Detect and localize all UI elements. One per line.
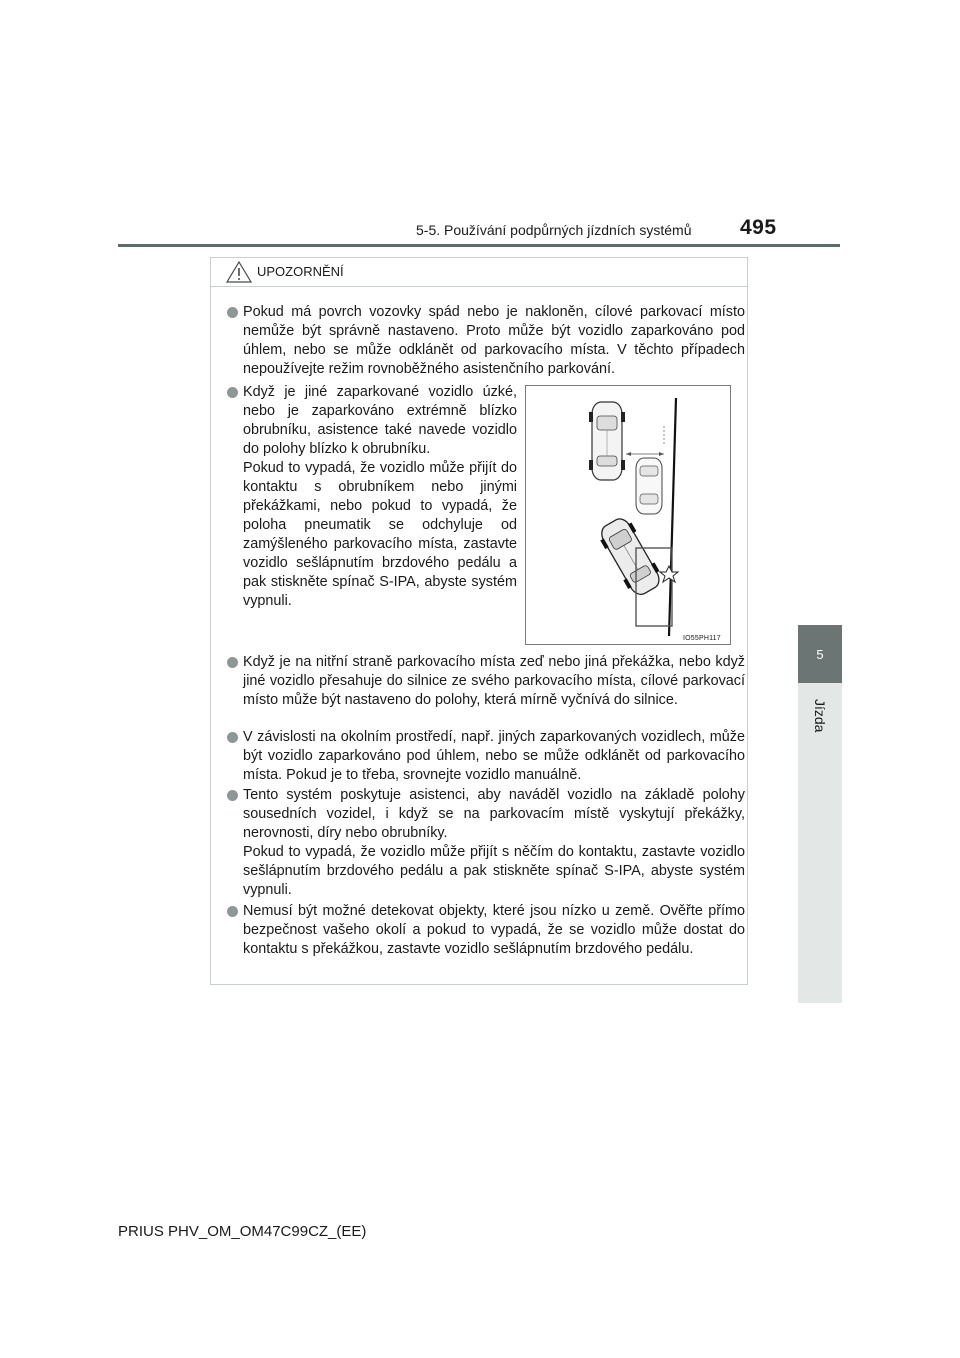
warning-header [211,258,747,287]
item-text: Pokud to vypadá, že vozidlo může přijít s něčím do kontaktu, zastavte vozidlo sešlápnutím brzdového pedálu a pak stiskněte spínač S-IPA, abyste systém vypnuli. [243,844,745,898]
warning-triangle-icon [226,261,252,288]
section-title: 5-5. Používání podpůrných jízdních systémů [416,222,692,238]
bullet-icon [227,732,238,743]
parked-car-icon [636,458,662,514]
own-car-icon [595,514,665,600]
document-footer: PRIUS PHV_OM_OM47C99CZ_(EE) [118,1223,367,1240]
page-number: 495 [740,216,777,239]
chapter-label: Jízda [812,699,828,733]
item-text: V závislosti na okolním prostředí, např. jiných zaparkovaných vozidlech, může být vozidlo zaparkováno pod úhlem, nebo se může odklánět od parkovacího místa. Pokud je to třeba, srovnejte vozidlo manuálně. [243,729,745,783]
warning-box [210,257,748,985]
header-divider [118,244,840,247]
warning-title: UPOZORNĚNÍ [257,264,344,279]
chapter-number: 5 [816,646,824,662]
chapter-tab[interactable] [798,625,842,683]
item-text: Když je jiné zaparkované vozidlo úzké, nebo je zaparkováno extrémně blízko obrubníku, asistence také navede vozidlo do polohy blízko k obrubníku. [243,384,517,457]
collision-star-icon [660,566,678,582]
curb-line-icon [626,398,676,636]
warning-item [227,786,745,900]
bullet-icon [227,790,238,801]
item-text: Nemusí být možné detekovat objekty, které jsou nízko u země. Ověřte přímo bezpečnost vašeho okolí a pokud to vypadá, že se vozidlo může dostat do kontaktu s překážkou, zastavte vozidlo sešlápnutím brzdového pedálu. [243,903,745,957]
warning-item [227,902,745,959]
warning-item [227,728,745,785]
bullet-icon [227,387,238,398]
bullet-icon [227,906,238,917]
bullet-icon [227,657,238,668]
item-text: Pokud to vypadá, že vozidlo může přijít do kontaktu s obrubníkem nebo jinými překážkami, nebo pokud to vypadá, že poloha pneumatik se odchyluje od zamýšleného parkovacího místa, zastavte vozidlo sešlápnutím brzdového pedálu a pak stiskněte spínač S-IPA, abyste systém vypnuli. [243,460,517,609]
warning-item [227,653,745,710]
parking-illustration [525,385,731,645]
item-text: Pokud má povrch vozovky spád nebo je nakloněn, cílové parkovací místo nemůže být správně nastaveno. Proto může být vozidlo zaparkováno pod úhlem, nebo se může odklánět od parkovacího místa. V těchto případech nepoužívejte režim rovnoběžného asistenčního parkování. [243,304,745,377]
parked-car-icon [589,402,625,480]
warning-item [227,303,745,379]
figure-code: IO55PH117 [683,635,721,642]
item-text: Tento systém poskytuje asistenci, aby naváděl vozidlo na základě polohy sousedních vozidel, i když se na parkovacím místě vyskytují překážky, nerovnosti, díry nebo obrubníky. [243,787,745,841]
item-text: Když je na nitřní straně parkovacího místa zeď nebo jiná překážka, nebo když jiné vozidlo přesahuje do silnice ze svého parkovacího místa, cílové parkovací místo může být nastaveno do polohy, která mírně vyčnívá do silnice. [243,654,745,708]
bullet-icon [227,307,238,318]
warning-item [227,383,517,611]
chapter-label-strip [798,683,842,1003]
